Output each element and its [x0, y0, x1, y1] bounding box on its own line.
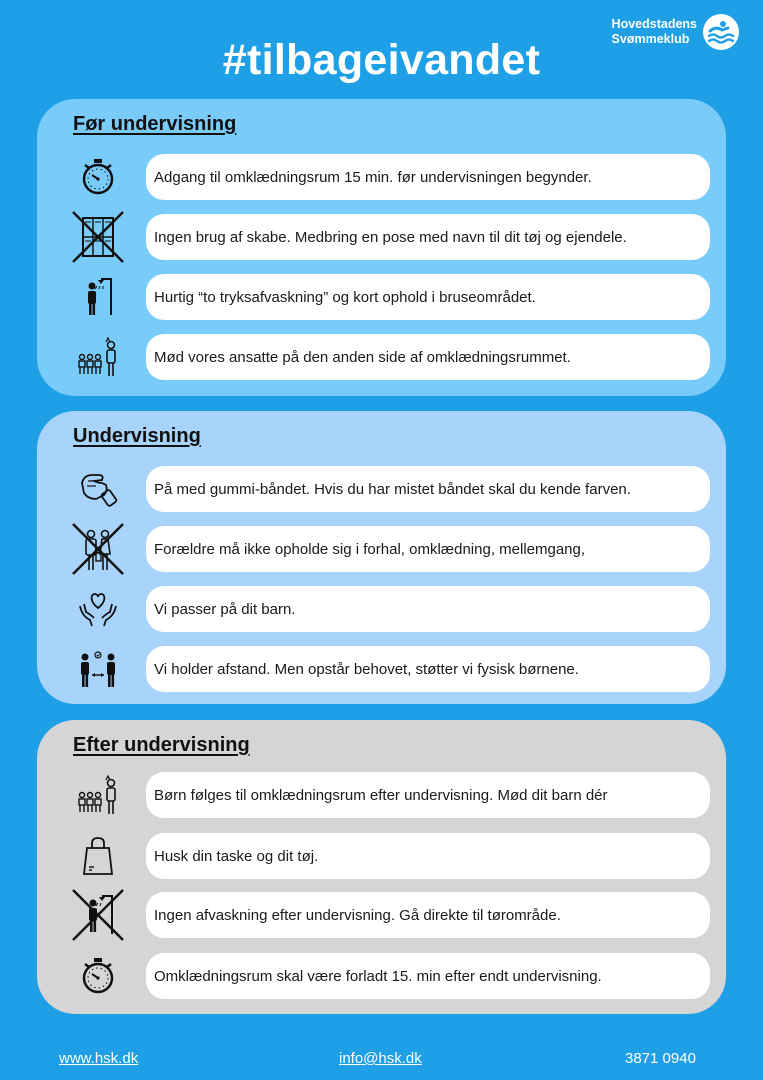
staff-meeting-icon	[69, 334, 127, 380]
bag-icon	[69, 833, 127, 879]
list-item	[37, 274, 726, 320]
list-item	[37, 833, 726, 879]
phone-number: 3871 0940	[625, 1050, 696, 1067]
item-text: Forældre må ikke opholde sig i forhal, omklædning, mellemgang,	[146, 526, 710, 572]
section-title: Før undervisning	[73, 113, 237, 135]
list-item	[37, 334, 726, 380]
club-name-line1: Hovedstadens	[611, 17, 697, 31]
item-text: Mød vores ansatte på den anden side af omklædningsrummet.	[146, 334, 710, 380]
list-item	[37, 214, 726, 260]
no-lockers-icon	[69, 214, 127, 260]
club-name-line2: Svømmeklub	[611, 32, 690, 46]
email-link[interactable]: info@hsk.dk	[339, 1050, 422, 1067]
website-link[interactable]: www.hsk.dk	[59, 1050, 139, 1067]
section-before-lesson	[37, 99, 726, 396]
shower-icon	[69, 274, 127, 320]
stopwatch-icon	[69, 154, 127, 200]
list-item	[37, 646, 726, 692]
item-text: På med gummi-båndet. Hvis du har mistet båndet skal du kende farven.	[146, 466, 710, 512]
page-title: #tilbageivandet	[222, 36, 541, 84]
list-item	[37, 466, 726, 512]
staff-meeting-icon	[69, 772, 127, 818]
item-text: Husk din taske og dit tøj.	[146, 833, 710, 879]
item-text: Børn følges til omklædningsrum efter undervisning. Mød dit barn dér	[146, 772, 710, 818]
item-text: Ingen afvaskning efter undervisning. Gå direkte til tørområde.	[146, 892, 710, 938]
item-text: Adgang til omklædningsrum 15 min. før undervisningen begynder.	[146, 154, 710, 200]
section-during-lesson	[37, 411, 726, 704]
item-text: Vi holder afstand. Men opstår behovet, støtter vi fysisk børnene.	[146, 646, 710, 692]
stopwatch-icon	[69, 953, 127, 999]
list-item	[37, 154, 726, 200]
no-parents-icon	[69, 526, 127, 572]
item-text: Omklædningsrum skal være forladt 15. min efter endt undervisning.	[146, 953, 710, 999]
distance-icon	[69, 646, 127, 692]
footer	[0, 1050, 763, 1070]
no-shower-icon	[69, 892, 127, 938]
section-title: Undervisning	[73, 425, 201, 447]
item-text: Ingen brug af skabe. Medbring en pose med navn til dit tøj og ejendele.	[146, 214, 710, 260]
list-item	[37, 772, 726, 818]
list-item	[37, 953, 726, 999]
item-text: Vi passer på dit barn.	[146, 586, 710, 632]
list-item	[37, 586, 726, 632]
wristband-icon	[69, 466, 127, 512]
heart-hands-icon	[69, 586, 127, 632]
section-title: Efter undervisning	[73, 734, 250, 756]
list-item	[37, 526, 726, 572]
section-after-lesson	[37, 720, 726, 1014]
list-item	[37, 892, 726, 938]
item-text: Hurtig “to tryksafvaskning” og kort ophold i bruseområdet.	[146, 274, 710, 320]
